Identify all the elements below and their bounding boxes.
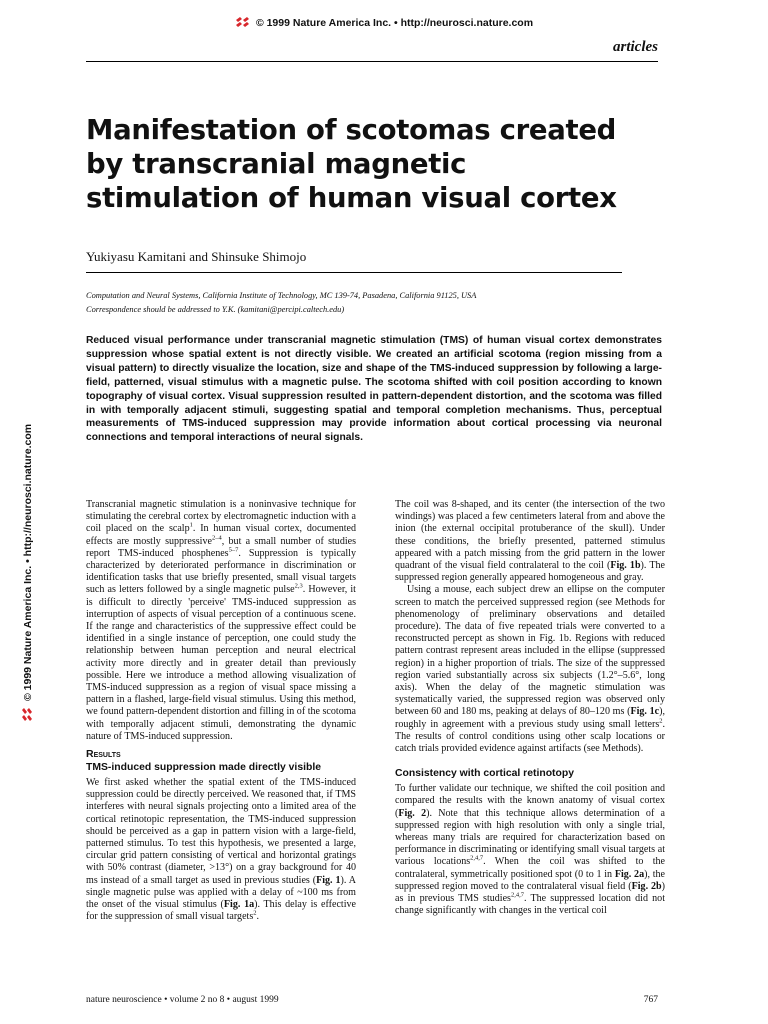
- text-run: We first asked whether the spatial extent of the TMS-induced suppression could be directly perceived. We reasoned that, if TMS interferes with neural signals projecting onto a limited area of the cortical retinotopic representation, the TMS-induced suppression should be perceived as a gap in pattern vision with a large-field, patterned stimulus. To test this hypothesis, we presented a large, circular grid pattern consisting of vertical and horizontal gratings with 50% contrast (diameter, >13°) on a gray background for 40 ms instead of a small target as used in previous studies (: [86, 777, 356, 886]
- nature-logo-icon: [235, 17, 250, 27]
- author-rule: [86, 272, 622, 273]
- subheading-retinotopy: Consistency with cortical retinotopy: [395, 768, 574, 780]
- ellipse-paragraph: [395, 584, 665, 755]
- reference-superscript: 2: [253, 909, 257, 917]
- figure-reference: Fig. 2b: [631, 880, 662, 892]
- coil-paragraph: [395, 499, 665, 584]
- text-run: . The results of control conditions using other scalp locations or catch trials provided evidence against artifacts (see Methods).: [395, 718, 665, 755]
- affiliation: Computation and Neural Systems, California Institute of Technology, MC 139-74, Pasadena, California 91125, USA: [86, 291, 477, 300]
- figure-reference: Fig. 1a: [223, 899, 255, 911]
- text-run: ). This delay is effective for the suppression of small visual targets: [86, 899, 356, 923]
- results-heading: Results: [86, 748, 121, 761]
- page-number: 767: [643, 995, 658, 1005]
- text-run: , but a small number of studies report TMS-induced phosphenes: [86, 535, 356, 559]
- retinotopy-paragraph: [395, 783, 665, 917]
- affiliation-block: [86, 289, 646, 317]
- article-title: Manifestation of scotomas created by transcranial magnetic stimulation of human visual cortex: [86, 114, 617, 214]
- right-column: [395, 499, 665, 918]
- text-run: . However, it is difficult to directly 'perceive' TMS-induced suppression as interruption of aspects of visual perception of a continuous scene. If the range and characteristics of the suppressive effect could be identified in a single instance of perception, one could study the relationship between human perception and neural electrical activity more directly and in greater detail than previously possible. Here we introduce a method allowing visualization of TMS-induced suppression as a region of visual space missing a pattern in a flashed, large-field visual stimulus. Using this method, we found pattern-dependent distortion and filling in of the scotoma with temporally adjacent stimuli, demonstrating the dynamic nature of TMS-induced suppression.: [86, 584, 356, 742]
- text-run: .: [256, 911, 260, 923]
- text-run: . When the coil was shifted to the contralateral, symmetrically positioned spot (0 to 1 in: [395, 856, 665, 880]
- text-run: . The suppressed location did not change significantly with changes in the vertical coil: [395, 893, 666, 917]
- intro-paragraph: [86, 499, 356, 743]
- reference-superscript: 2: [659, 717, 663, 725]
- text-run: . Suppression is typically characterized by deteriorated performance in discrimination or identification tasks that use briefly presented, small visual targets such as letters followed by a single magnetic pulse: [86, 547, 356, 596]
- article-authors: Yukiyasu Kamitani and Shinsuke Shimojo: [86, 249, 307, 264]
- copyright-text: © 1999 Nature America Inc. • http://neurosci.nature.com: [255, 17, 534, 29]
- left-column: [86, 499, 356, 924]
- reference-superscript: 2,4,7: [470, 855, 484, 863]
- text-run: ) as in previous TMS studies: [395, 880, 665, 905]
- header-rule: [86, 61, 658, 62]
- text-run: ). A single magnetic pulse was applied with a delay of ~100 ms from the onset of the visual stimulus (: [86, 874, 356, 911]
- correspondence: Correspondence should be addressed to Y.K. (kamitani@percipi.caltech.edu): [86, 305, 345, 314]
- figure-reference: Fig. 1b: [610, 560, 641, 572]
- text-run: ). Note that this technique allows determination of a suppressed region with high resolution with only a single trial, whereas many trials are required for characterization based on performance in discriminating or identifying small visual targets at various locations: [395, 807, 665, 868]
- side-copyright-text: © 1999 Nature America Inc. • http://neurosci.nature.com: [22, 423, 34, 701]
- text-run: The coil was 8-shaped, and its center (the intersection of the two windings) was placed a few centimeters lateral from and above the inion (the external occipital protuberance of the skull). Under these conditions, the briefly presented, patterned stimulus appeared with a patch missing from the grid pattern in the lower quadrant of the visual field contralateral to the coil (: [395, 499, 665, 572]
- copyright-banner: [0, 17, 768, 29]
- text-run: ), roughly in agreement with a previous study using small letters: [395, 706, 665, 730]
- text-run: Using a mouse, each subject drew an ellipse on the computer screen to match the perceived suppressed region (see Methods for phenomenology of preliminary observations and detailed procedure). The data of five repeated trials were converted to a reconstructed percept as shown in Fig. 1b. Regions with reduced pattern contrast represent areas included in the ellipse (suppressed region) in a higher proportion of trials. The size of the suppressed region varied substantially across six subjects (1.2°–5.6°, long axis). When the delay of the magnetic stimulation was systematically varied, the suppressed region was observed only between 60 and 180 ms, peaking at delays of 80–120 ms (: [395, 584, 665, 718]
- reference-superscript: 2–4: [211, 534, 222, 542]
- text-run: . In human visual cortex, documented effects are mostly suppressive: [86, 523, 356, 547]
- page-footer: [86, 995, 658, 1005]
- figure-reference: Fig. 1: [316, 874, 341, 886]
- text-run: To further validate our technique, we shifted the coil position and compared the results with the known anatomy of visual cortex (: [395, 783, 665, 819]
- results-paragraph: [86, 777, 356, 923]
- figure-reference: Fig. 1c: [630, 706, 660, 718]
- nature-logo-icon: [22, 707, 32, 722]
- abstract: Reduced visual performance under transcranial magnetic stimulation (TMS) of human visual cortex demonstrates suppression whose spatial extent is not directly visible. We created an artificial scotoma (region missing from a visual pattern) to directly visualize the location, size and shape of the TMS-induced suppression by following a large-field, patterned, visual stimulus with a magnetic pulse. The scotoma shifted with coil position according to known topography of visual cortex. Visual suppression resulted in pattern-dependent distortion, and the scotoma was filled in with temporally adjacent stimuli, suggesting spatial and temporal completion mechanisms. Thus, perceptual measurements of TMS-induced suppression may provide information about cortical processing via neuronal connections and temporal interactions of neural signals.: [86, 335, 662, 444]
- journal-citation: nature neuroscience • volume 2 no 8 • august 1999: [86, 995, 279, 1005]
- reference-superscript: 2,3: [294, 583, 303, 591]
- subheading-suppression: TMS-induced suppression made directly visible: [86, 762, 322, 774]
- text-run: Transcranial magnetic stimulation is a noninvasive technique for stimulating the cerebral cortex by electromagnetic induction with a coil placed on the scalp: [86, 499, 356, 535]
- reference-superscript: 5–7: [228, 546, 239, 554]
- section-label: articles: [613, 39, 658, 55]
- reference-superscript: 1: [189, 522, 193, 530]
- reference-superscript: 2,4,7: [510, 891, 524, 899]
- figure-reference: Fig. 2: [398, 807, 427, 819]
- figure-reference: Fig. 2a: [614, 868, 645, 880]
- text-run: ), the suppressed region moved to the contralateral visual field (: [395, 868, 665, 892]
- text-run: ). The suppressed region generally appeared homogeneous and gray.: [395, 560, 665, 584]
- side-copyright-banner: [22, 352, 34, 722]
